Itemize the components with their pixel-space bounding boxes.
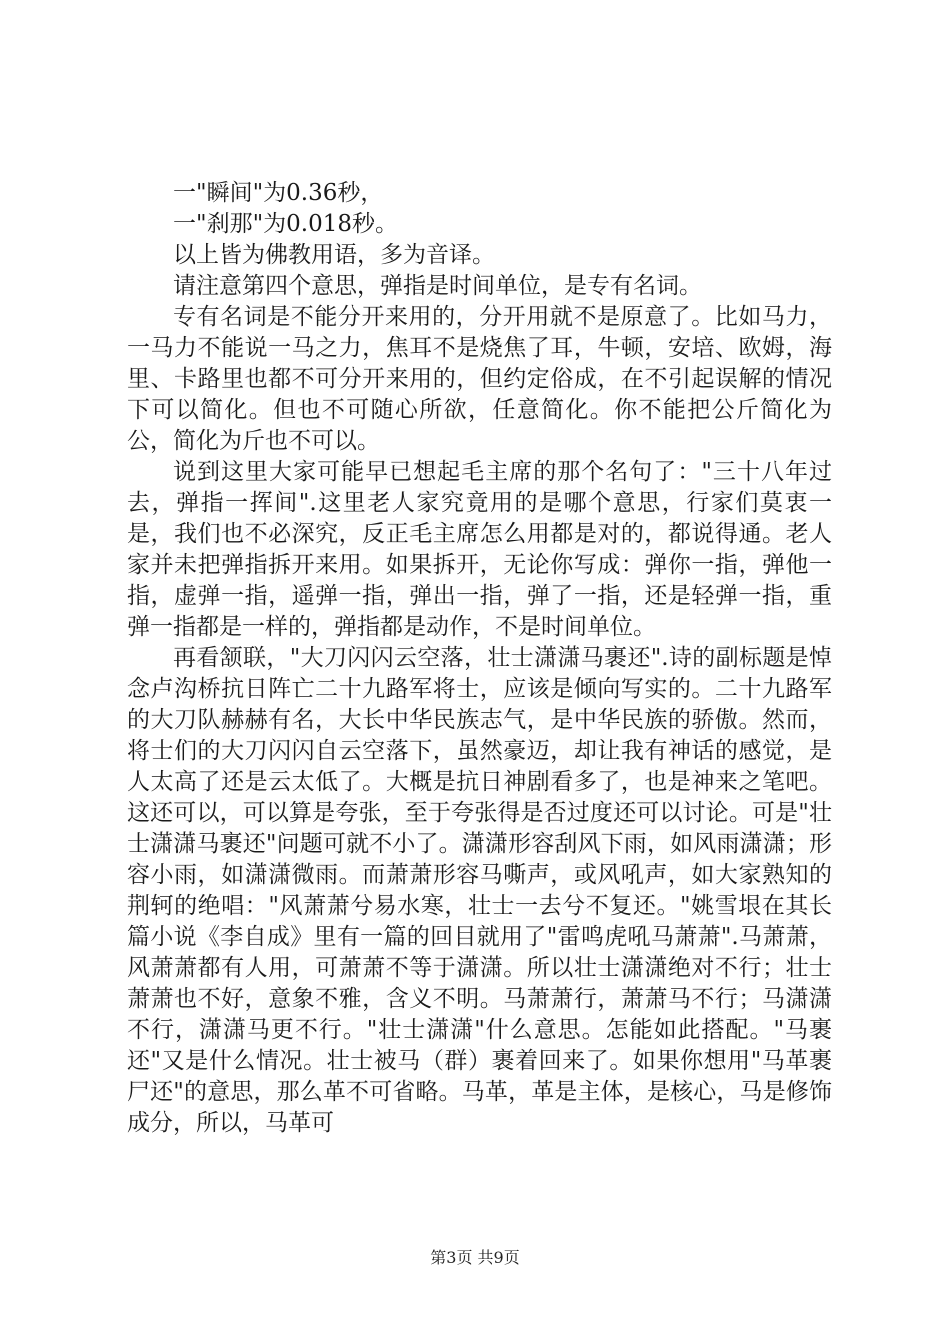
paragraph: 一"刹那"为0.018秒。 — [173, 211, 399, 237]
paragraph: 再看颔联，"大刀闪闪云空落，壮士潇潇马裹还".诗的副标题是悼念卢沟桥抗日阵亡二十九路军将士，应该是倾向写实的。二十九路军的大刀队赫赫有名，大长中华民族志气，是中华民族的骄傲。然而，将士们的大刀闪闪自云空落下，虽然豪迈，却让我有神话的感觉，是人太高了还是云太低了。大概是抗日神剧看多了，也是神来之笔吧。这还可以，可以算是夸张，至于夸张得是否过度还可以讨论。可是"壮士潇潇马裹还"问题可就不小了。潇潇形容刮风下雨，如风雨潇潇；形容小雨，如潇潇微雨。而萧萧形容马嘶声，或风吼声，如大家熟知的荆轲的绝唱："风萧萧兮易水寒，壮士一去兮不复还。"姚雪垠在其长篇小说《李自成》里有一篇的回目就用了"雷鸣虎吼马萧萧".马萧萧，风萧萧都有人用，可萧萧不等于潇潇。所以壮士潇潇绝对不行；壮士萧萧也不好，意象不雅，含义不明。马萧萧行，萧萧马不行；马潇潇不行，潇潇马更不行。"壮士潇潇"什么意思。怎能如此搭配。"马裹还"又是什么情况。壮士被马（群）裹着回来了。如果你想用"马革裹尸还"的意思，那么革不可省略。马革，革是主体，是核心，马是修饰成分，所以，马革可 — [127, 645, 832, 1136]
page-number-footer: 第3页 共9页 — [430, 1248, 520, 1267]
paragraph: 请注意第四个意思，弹指是时间单位，是专有名词。 — [173, 273, 702, 299]
paragraph: 专有名词是不能分开来用的，分开用就不是原意了。比如马力，一马力不能说一马之力，焦耳不是烧焦了耳，牛顿，安培、欧姆，海里、卡路里也都不可分开来用的，但约定俗成，在不引起误解的情况下可以简化。但也不可随心所欲，任意简化。你不能把公斤简化为公，简化为斤也不可以。 — [127, 304, 832, 454]
paragraph: 一"瞬间"为0.36秒， — [173, 180, 384, 206]
paragraph: 以上皆为佛教用语，多为音译。 — [173, 242, 495, 268]
document-body — [127, 178, 832, 1139]
paragraph: 说到这里大家可能早已想起毛主席的那个名句了："三十八年过去，弹指一挥间".这里老人家究竟用的是哪个意思，行家们莫衷一是，我们也不必深究，反正毛主席怎么用都是对的，都说得通。老人家并未把弹指拆开来用。如果拆开，无论你写成：弹你一指，弹他一指，虚弹一指，遥弹一指，弹出一指，弹了一指，还是轻弹一指，重弹一指都是一样的，弹指都是动作，不是时间单位。 — [127, 459, 832, 640]
